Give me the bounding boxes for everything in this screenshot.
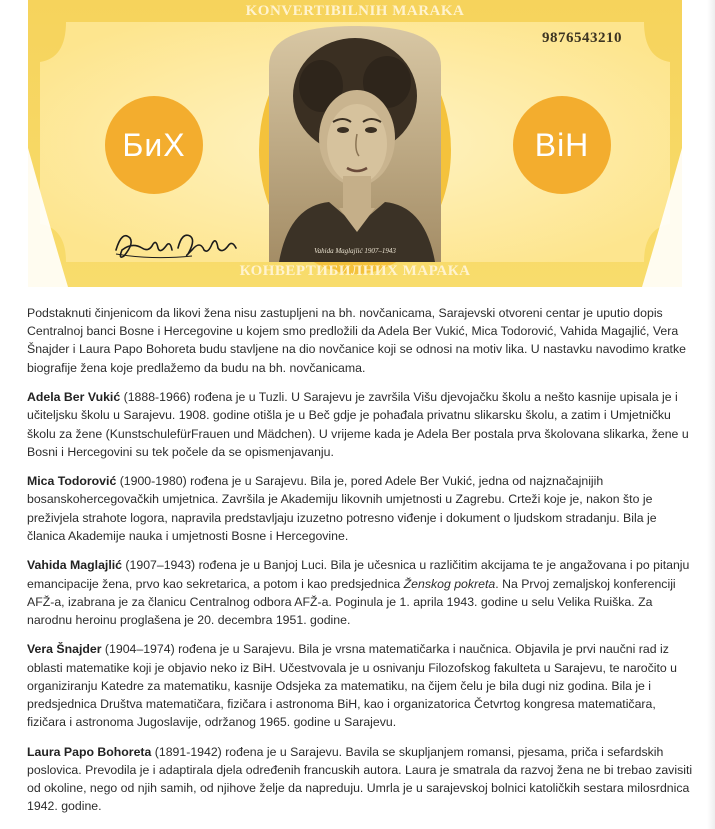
banknote-serial-number: 9876543210 (542, 30, 622, 46)
bio-paragraph (27, 640, 693, 731)
bio-italic-text: Ženskog pokreta (403, 576, 496, 591)
portrait-caption: Vahida Maglajlić 1907–1943 (314, 247, 396, 255)
bio-paragraph (27, 388, 693, 461)
bio-text: (1888-1966) rođena je u Tuzli. U Sarajevu je završila Višu djevojačku školu a nešto kasnije upisala je i učiteljsku školu u Sarajevu. 1908. godine otišla je u Beč gdje je pohađala privatnu slikarsku školu, a zatim i Umjetničku školu za žene (KunstschulefürFrauen und Mädchen). U vrijeme kada je Adela Ber postala prva školovana slikarka, žene u Bosni i Hercegovini su tek počele da se opismenjavanju. (27, 390, 689, 459)
signature-mark (112, 224, 242, 264)
bio-paragraph (27, 556, 693, 629)
portrait-photo (269, 26, 441, 262)
bio-name: Mica Todorović (27, 474, 117, 489)
bio-text: (1907–1943) rođena je u Banjoj Luci. Bila je učesnica u različitim akcijama te je angažovana i po pitanju emancipacije žena, prvo kao sekretarica, a potom i kao predsjednica (27, 558, 690, 591)
bio-name: Vahida Maglajlić (27, 558, 122, 573)
bio-paragraph (27, 472, 693, 545)
bio-paragraph (27, 743, 693, 816)
emblem-bih-latin: BiH (513, 96, 611, 194)
banknote-top-label: KONVERTIBILNIH MARAKA (245, 3, 465, 19)
banknote-bottom-label: КОНВЕРТИБИЛНИХ МАРАКА (239, 263, 471, 279)
intro-paragraph: Podstaknuti činjenicom da likovi žena nisu zastupljeni na bh. novčanicama, Sarajevski otvoreni centar je uputio dopis Centralnoj banci Bosne i Hercegovine u kojem smo predložili da Adela Ber Vukić, Mica Todorović, Vahida Magajlić, Vera Šnajder i Laura Papo Bohoreta budu stavljene na dio novčanice koji se odnosi na motiv lika. U nastavku navodimo kratke biografije žena koje predlažemo da budu na bh. novčanicama. (27, 306, 686, 375)
bio-name: Adela Ber Vukić (27, 390, 121, 405)
article-body (27, 304, 693, 827)
bio-text: . Na Prvoj zemaljskoj konferenciji AFŽ-a, izabrana je za članicu Centralnog odbora AFŽ-a. Poginula je 1. aprila 1943. godine u selu Velika Ruiška. Za narodnu heroinu proglašena je 20. decembra 1951. godine. (27, 576, 676, 627)
bio-text: (1904–1974) rođena je u Sarajevu. Bila je vrsna matematičarka i naučnica. Objavila je prvi naučni rad iz oblasti matematike koji je objavio neko iz BiH. Učestvovala je u osnivanju Filozofskog fakulteta u Sarajevu, te naročito u organiziranju Katedre za matematiku, kasnije Odsjeka za matematiku, na čijem čelu je bila dugi niz godina. Bila je i predsjednica Društva matematičara, fizičara i astronoma BiH, kao i organizatorica Četvrtog kongresa matematičara, fizičara i astronoma Jugoslavije, održanog 1965. godine u Sarajevu. (27, 642, 678, 730)
emblem-bih-cyrillic: БиХ (105, 96, 203, 194)
bio-name: Vera Šnajder (27, 642, 102, 657)
bio-text: (1891-1942) rođena je u Sarajevu. Bavila se skupljanjem romansi, pjesama, priča i sefardskih poslovica. Prevodila je i adaptirala djela određenih francuskih autora. Laura je smatrala da razvoj žena ne bi trebao zavisiti od okoline, nego od njih samih, od njihove želje da napreduju. Umrla je u sarajevskoj bolnici katoličkih sestara milosrdnica 1942. godine. (27, 744, 693, 814)
bio-name: Laura Papo Bohoreta (27, 744, 152, 759)
page-edge (707, 0, 715, 829)
banknote-image (28, 0, 682, 287)
bio-text: (1900-1980) rođena je u Sarajevu. Bila je, pored Adele Ber Vukić, jedna od najznačajnijih bosanskohercegovačkih umjetnica. Završila je Akademiju likovnih umjetnosti u Zagrebu. Crteži koje je, nakon što je preživjela strahote logora, napravila predstavljaju izuzetno potresno viđenje i dokument o ljudskom stradanju. Bila je članica Akademije nauka i umjetnosti Bosne i Hercegovine. (27, 474, 657, 543)
